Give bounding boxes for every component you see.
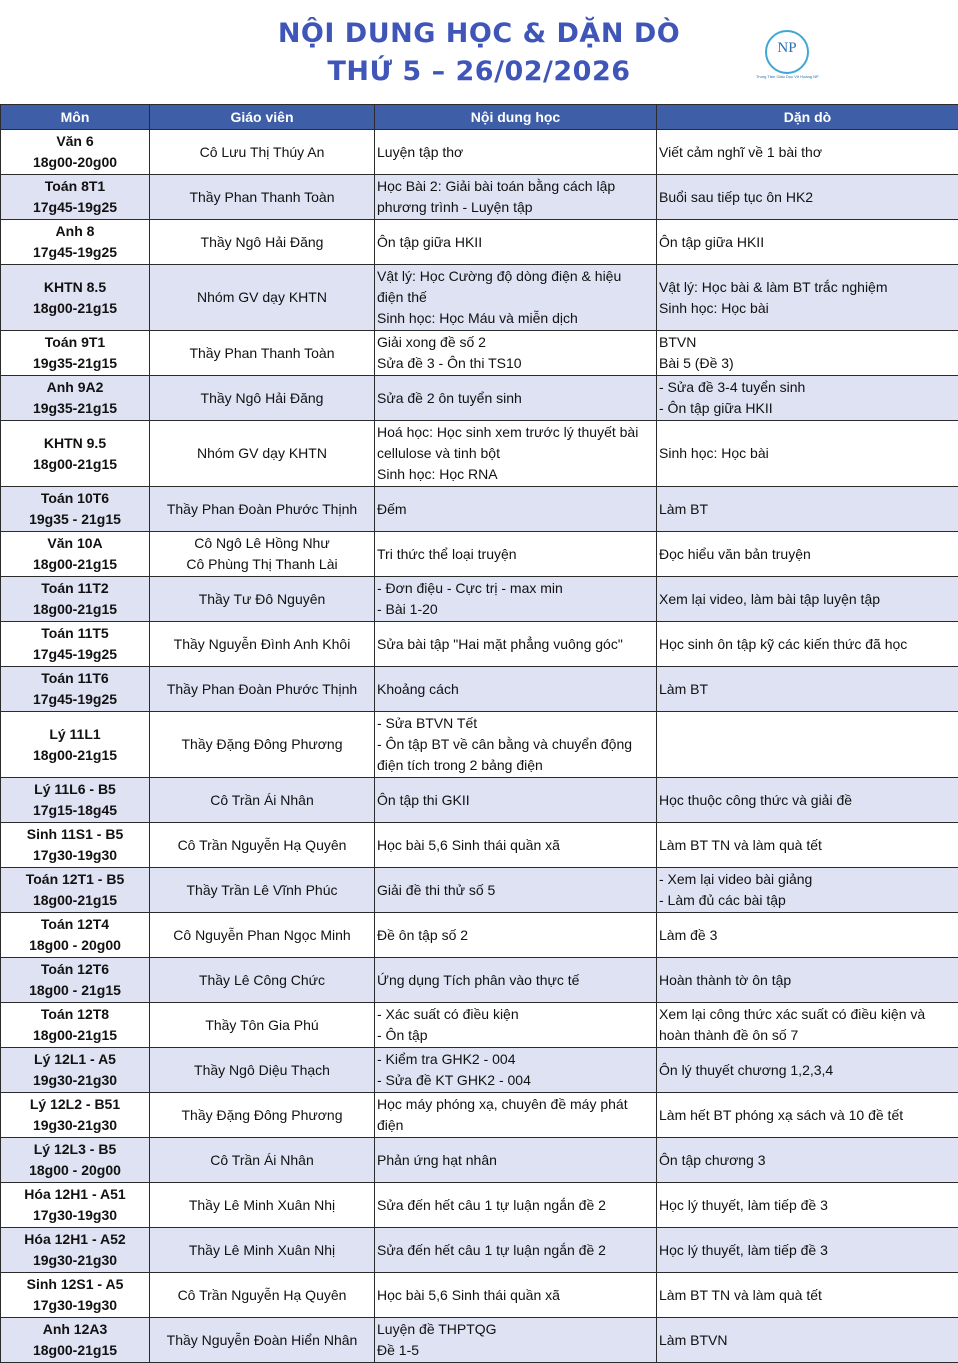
cell-teacher xyxy=(150,913,375,958)
cell-subject-line: Toán 12T6 xyxy=(3,959,147,980)
cell-subject-line: Sinh 11S1 - B5 xyxy=(3,824,147,845)
cell-subject-line: Toán 12T1 - B5 xyxy=(3,869,147,890)
table-row xyxy=(1,778,958,823)
cell-subject xyxy=(1,130,150,175)
cell-subject-line: Văn 6 xyxy=(3,131,147,152)
cell-content xyxy=(375,667,657,712)
cell-teacher-line: Thầy Phan Thanh Toàn xyxy=(152,343,372,364)
cell-content xyxy=(375,175,657,220)
cell-content xyxy=(375,913,657,958)
cell-subject-line: Toán 12T8 xyxy=(3,1004,147,1025)
cell-teacher xyxy=(150,265,375,331)
cell-subject-line: Toán 11T2 xyxy=(3,578,147,599)
table-row xyxy=(1,376,958,421)
cell-homework xyxy=(657,1138,958,1183)
table-row xyxy=(1,175,958,220)
cell-homework-line: Xem lại công thức xác suất có điều kiện và xyxy=(659,1004,956,1025)
cell-teacher xyxy=(150,712,375,778)
cell-subject-line: 17g45-19g25 xyxy=(3,197,147,218)
cell-homework xyxy=(657,331,958,376)
cell-homework xyxy=(657,421,958,487)
cell-content xyxy=(375,1273,657,1318)
cell-subject-line: Anh 8 xyxy=(3,221,147,242)
cell-content-line: Khoảng cách xyxy=(377,679,654,700)
table-row xyxy=(1,487,958,532)
cell-subject xyxy=(1,868,150,913)
cell-homework xyxy=(657,265,958,331)
cell-homework-line: Làm BT TN và làm quà tết xyxy=(659,835,956,856)
cell-subject xyxy=(1,958,150,1003)
cell-subject-line: 18g00-21g15 xyxy=(3,745,147,766)
cell-teacher xyxy=(150,532,375,577)
cell-subject-line: 17g30-19g30 xyxy=(3,845,147,866)
cell-teacher-line: Cô Trần Nguyễn Hạ Quyên xyxy=(152,1285,372,1306)
cell-teacher-line: Cô Trần Nguyễn Hạ Quyên xyxy=(152,835,372,856)
cell-content-line: Vật lý: Học Cường độ dòng điện & hiệu xyxy=(377,266,654,287)
cell-homework xyxy=(657,532,958,577)
cell-homework xyxy=(657,667,958,712)
cell-homework xyxy=(657,376,958,421)
cell-homework xyxy=(657,487,958,532)
cell-homework-line: Làm BT xyxy=(659,499,956,520)
cell-subject-line: Toán 12T4 xyxy=(3,914,147,935)
cell-content-line: - Ôn tập BT về cân bằng và chuyển động xyxy=(377,734,654,755)
cell-subject xyxy=(1,1183,150,1228)
cell-homework-line: Làm BT TN và làm quà tết xyxy=(659,1285,956,1306)
cell-subject-line: 18g00 - 21g15 xyxy=(3,980,147,1001)
table-row xyxy=(1,1318,958,1363)
cell-subject-line: Hóa 12H1 - A51 xyxy=(3,1184,147,1205)
cell-subject-line: 17g45-19g25 xyxy=(3,689,147,710)
logo-caption: Trung Tâm Giáo Dục Võ Hoàng NP xyxy=(756,74,818,79)
cell-teacher-line: Thầy Đặng Đông Phương xyxy=(152,734,372,755)
cell-teacher xyxy=(150,1318,375,1363)
cell-content xyxy=(375,1003,657,1048)
cell-content xyxy=(375,1228,657,1273)
np-logo xyxy=(756,28,818,84)
cell-homework xyxy=(657,778,958,823)
cell-teacher xyxy=(150,130,375,175)
cell-subject-line: 17g45-19g25 xyxy=(3,644,147,665)
cell-subject-line: Toán 11T6 xyxy=(3,668,147,689)
cell-content-line: - Kiểm tra GHK2 - 004 xyxy=(377,1049,654,1070)
cell-teacher-line: Thầy Tôn Gia Phú xyxy=(152,1015,372,1036)
cell-subject-line: 19g35-21g15 xyxy=(3,398,147,419)
cell-content-line: Học máy phóng xạ, chuyên đề máy phát xyxy=(377,1094,654,1115)
table-row xyxy=(1,1138,958,1183)
cell-homework xyxy=(657,1048,958,1093)
cell-content-line: - Bài 1-20 xyxy=(377,599,654,620)
cell-teacher-line: Thầy Phan Thanh Toàn xyxy=(152,187,372,208)
table-row xyxy=(1,1273,958,1318)
cell-teacher xyxy=(150,823,375,868)
cell-homework-line: Học lý thuyết, làm tiếp đề 3 xyxy=(659,1240,956,1261)
table-row xyxy=(1,1093,958,1138)
cell-teacher-line: Cô Trần Ái Nhân xyxy=(152,790,372,811)
cell-subject-line: Lý 12L2 - B51 xyxy=(3,1094,147,1115)
cell-subject-line: 18g00-21g15 xyxy=(3,1340,147,1361)
cell-homework-line: Ôn lý thuyết chương 1,2,3,4 xyxy=(659,1060,956,1081)
cell-content-line: - Xác suất có điều kiện xyxy=(377,1004,654,1025)
cell-homework xyxy=(657,622,958,667)
cell-homework-line: Ôn tập giữa HKII xyxy=(659,232,956,253)
cell-content xyxy=(375,1048,657,1093)
cell-subject-line: Toán 9T1 xyxy=(3,332,147,353)
cell-content-line: Sửa đề 3 - Ôn thi TS10 xyxy=(377,353,654,374)
logo-letters: NP xyxy=(756,40,818,57)
cell-subject xyxy=(1,1228,150,1273)
cell-content xyxy=(375,1093,657,1138)
cell-homework-line: Sinh học: Học bài xyxy=(659,443,956,464)
cell-subject xyxy=(1,532,150,577)
cell-teacher xyxy=(150,1138,375,1183)
cell-content-line: Sinh học: Học RNA xyxy=(377,464,654,485)
cell-homework-line: - Ôn tập giữa HKII xyxy=(659,398,956,419)
cell-content-line: Tri thức thể loại truyện xyxy=(377,544,654,565)
cell-teacher xyxy=(150,421,375,487)
cell-homework-line: BTVN xyxy=(659,332,956,353)
cell-content-line: điện xyxy=(377,1115,654,1136)
cell-homework xyxy=(657,130,958,175)
cell-content-line: - Đơn điệu - Cực trị - max min xyxy=(377,578,654,599)
cell-teacher-line: Thầy Phan Đoàn Phước Thịnh xyxy=(152,499,372,520)
cell-subject xyxy=(1,331,150,376)
cell-subject-line: 18g00 - 20g00 xyxy=(3,1160,147,1181)
cell-homework-line: - Sửa đề 3-4 tuyển sinh xyxy=(659,377,956,398)
cell-subject xyxy=(1,1138,150,1183)
cell-subject xyxy=(1,1273,150,1318)
cell-homework-line: - Làm đủ các bài tập xyxy=(659,890,956,911)
cell-subject-line: 19g30-21g30 xyxy=(3,1070,147,1091)
cell-teacher xyxy=(150,376,375,421)
cell-content-line: Sửa đến hết câu 1 tự luận ngắn đề 2 xyxy=(377,1195,654,1216)
cell-teacher xyxy=(150,1048,375,1093)
cell-content-line: Giải xong đề số 2 xyxy=(377,332,654,353)
cell-subject xyxy=(1,712,150,778)
cell-subject-line: 18g00-21g15 xyxy=(3,298,147,319)
cell-homework xyxy=(657,958,958,1003)
cell-teacher xyxy=(150,667,375,712)
cell-content xyxy=(375,265,657,331)
cell-subject-line: Hóa 12H1 - A52 xyxy=(3,1229,147,1250)
table-row xyxy=(1,1003,958,1048)
header-mon: Môn xyxy=(1,105,150,130)
cell-content-line: cellulose và tinh bột xyxy=(377,443,654,464)
table-row xyxy=(1,823,958,868)
cell-content-line: Sinh học: Học Máu và miễn dịch xyxy=(377,308,654,329)
cell-content-line: Hoá học: Học sinh xem trước lý thuyết bài xyxy=(377,422,654,443)
cell-subject-line: Sinh 12S1 - A5 xyxy=(3,1274,147,1295)
cell-content xyxy=(375,376,657,421)
cell-teacher xyxy=(150,958,375,1003)
cell-teacher xyxy=(150,1273,375,1318)
cell-teacher xyxy=(150,778,375,823)
cell-subject-line: Anh 12A3 xyxy=(3,1319,147,1340)
cell-homework-line: - Xem lại video bài giảng xyxy=(659,869,956,890)
cell-subject-line: 17g30-19g30 xyxy=(3,1205,147,1226)
cell-homework-line: Làm BT xyxy=(659,679,956,700)
cell-subject-line: Anh 9A2 xyxy=(3,377,147,398)
cell-homework xyxy=(657,1183,958,1228)
cell-content-line: Đề ôn tập số 2 xyxy=(377,925,654,946)
table-row xyxy=(1,265,958,331)
cell-content-line: điện thế xyxy=(377,287,654,308)
cell-homework xyxy=(657,1093,958,1138)
cell-content-line: Luyện tập thơ xyxy=(377,142,654,163)
page-date: THỨ 5 – 26/02/2026 xyxy=(0,56,958,87)
cell-content-line: Đếm xyxy=(377,499,654,520)
header-noi-dung: Nội dung học xyxy=(375,105,657,130)
cell-teacher-line: Cô Nguyễn Phan Ngọc Minh xyxy=(152,925,372,946)
cell-teacher-line: Thầy Trần Lê Vĩnh Phúc xyxy=(152,880,372,901)
cell-homework-line: Vật lý: Học bài & làm BT trắc nghiệm xyxy=(659,277,956,298)
cell-content-line: điện tích trong 2 bảng điện xyxy=(377,755,654,776)
cell-subject xyxy=(1,778,150,823)
cell-subject xyxy=(1,265,150,331)
table-row xyxy=(1,421,958,487)
cell-content-line: Học Bài 2: Giải bài toán bằng cách lập xyxy=(377,176,654,197)
cell-subject-line: KHTN 8.5 xyxy=(3,277,147,298)
cell-subject-line: 18g00-21g15 xyxy=(3,599,147,620)
cell-content-line: Sửa đến hết câu 1 tự luận ngắn đề 2 xyxy=(377,1240,654,1261)
table-row xyxy=(1,958,958,1003)
cell-subject-line: Lý 11L1 xyxy=(3,724,147,745)
cell-teacher-line: Cô Trần Ái Nhân xyxy=(152,1150,372,1171)
cell-homework-line: Học sinh ôn tập kỹ các kiến thức đã học xyxy=(659,634,956,655)
cell-subject xyxy=(1,421,150,487)
cell-subject-line: 19g35-21g15 xyxy=(3,353,147,374)
table-row xyxy=(1,667,958,712)
cell-subject-line: Lý 11L6 - B5 xyxy=(3,779,147,800)
cell-homework-line: Học thuộc công thức và giải đề xyxy=(659,790,956,811)
cell-teacher-line: Cô Phùng Thị Thanh Lài xyxy=(152,554,372,575)
cell-content xyxy=(375,958,657,1003)
cell-subject-line: 18g00 - 20g00 xyxy=(3,935,147,956)
cell-content xyxy=(375,868,657,913)
cell-homework xyxy=(657,1003,958,1048)
header-giao-vien: Giáo viên xyxy=(150,105,375,130)
cell-homework-line: Buổi sau tiếp tục ôn HK2 xyxy=(659,187,956,208)
cell-content-line: Luyện đề THPTQG xyxy=(377,1319,654,1340)
cell-subject-line: 19g30-21g30 xyxy=(3,1115,147,1136)
cell-subject-line: Văn 10A xyxy=(3,533,147,554)
cell-content-line: Sửa đề 2 ôn tuyển sinh xyxy=(377,388,654,409)
cell-content-line: Ôn tập giữa HKII xyxy=(377,232,654,253)
cell-content xyxy=(375,778,657,823)
table-row xyxy=(1,577,958,622)
cell-subject xyxy=(1,622,150,667)
table-row xyxy=(1,1048,958,1093)
cell-teacher xyxy=(150,1228,375,1273)
cell-homework xyxy=(657,175,958,220)
cell-content xyxy=(375,331,657,376)
header-dan-do: Dặn dò xyxy=(657,105,958,130)
cell-subject-line: 17g15-18g45 xyxy=(3,800,147,821)
table-row xyxy=(1,913,958,958)
cell-teacher-line: Thầy Đặng Đông Phương xyxy=(152,1105,372,1126)
cell-teacher xyxy=(150,487,375,532)
cell-subject xyxy=(1,175,150,220)
cell-subject-line: Lý 12L1 - A5 xyxy=(3,1049,147,1070)
cell-teacher-line: Thầy Ngô Hải Đăng xyxy=(152,388,372,409)
cell-homework xyxy=(657,220,958,265)
table-row xyxy=(1,130,958,175)
cell-teacher-line: Thầy Ngô Diệu Thạch xyxy=(152,1060,372,1081)
cell-teacher xyxy=(150,220,375,265)
cell-content xyxy=(375,130,657,175)
cell-subject-line: Lý 12L3 - B5 xyxy=(3,1139,147,1160)
cell-homework xyxy=(657,868,958,913)
cell-subject-line: 19g35 - 21g15 xyxy=(3,509,147,530)
cell-subject xyxy=(1,1003,150,1048)
cell-content xyxy=(375,622,657,667)
cell-content-line: - Sửa BTVN Tết xyxy=(377,713,654,734)
cell-homework xyxy=(657,823,958,868)
cell-homework-line: hoàn thành đề ôn số 7 xyxy=(659,1025,956,1046)
cell-content-line: - Sửa đề KT GHK2 - 004 xyxy=(377,1070,654,1091)
cell-homework xyxy=(657,1318,958,1363)
cell-subject-line: 18g00-21g15 xyxy=(3,890,147,911)
cell-subject-line: 18g00-21g15 xyxy=(3,554,147,575)
cell-subject xyxy=(1,913,150,958)
table-row xyxy=(1,532,958,577)
cell-homework-line: Làm đề 3 xyxy=(659,925,956,946)
cell-content-line: phương trình - Luyện tập xyxy=(377,197,654,218)
cell-content xyxy=(375,712,657,778)
cell-content-line: - Ôn tập xyxy=(377,1025,654,1046)
cell-content-line: Học bài 5,6 Sinh thái quần xã xyxy=(377,835,654,856)
table-row xyxy=(1,220,958,265)
cell-content-line: Ứng dụng Tích phân vào thực tế xyxy=(377,970,654,991)
cell-content xyxy=(375,487,657,532)
cell-subject-line: Toán 8T1 xyxy=(3,176,147,197)
cell-homework-line: Bài 5 (Đề 3) xyxy=(659,353,956,374)
table-row xyxy=(1,712,958,778)
cell-teacher xyxy=(150,1183,375,1228)
cell-subject-line: 19g30-21g30 xyxy=(3,1250,147,1271)
table-body xyxy=(1,130,958,1363)
table-row xyxy=(1,622,958,667)
cell-content xyxy=(375,220,657,265)
cell-teacher-line: Thầy Ngô Hải Đăng xyxy=(152,232,372,253)
cell-teacher-line: Thầy Nguyễn Đình Anh Khôi xyxy=(152,634,372,655)
schedule-table xyxy=(0,104,958,1363)
cell-subject-line: 18g00-21g15 xyxy=(3,454,147,475)
table-row xyxy=(1,331,958,376)
cell-subject xyxy=(1,577,150,622)
cell-content xyxy=(375,577,657,622)
page-header xyxy=(0,0,958,104)
cell-subject xyxy=(1,1318,150,1363)
cell-subject-line: KHTN 9.5 xyxy=(3,433,147,454)
cell-content xyxy=(375,1318,657,1363)
cell-homework xyxy=(657,1228,958,1273)
cell-subject-line: 18g00-21g15 xyxy=(3,1025,147,1046)
cell-content xyxy=(375,1183,657,1228)
cell-subject xyxy=(1,1048,150,1093)
cell-content-line: Học bài 5,6 Sinh thái quần xã xyxy=(377,1285,654,1306)
cell-teacher-line: Thầy Tư Đô Nguyên xyxy=(152,589,372,610)
cell-homework xyxy=(657,913,958,958)
cell-content xyxy=(375,532,657,577)
cell-content-line: Sửa bài tập "Hai mặt phẳng vuông góc" xyxy=(377,634,654,655)
cell-homework-line: Hoàn thành tờ ôn tập xyxy=(659,970,956,991)
cell-teacher xyxy=(150,1093,375,1138)
cell-subject-line: Toán 10T6 xyxy=(3,488,147,509)
table-row xyxy=(1,1183,958,1228)
cell-subject xyxy=(1,667,150,712)
table-row xyxy=(1,868,958,913)
cell-teacher-line: Cô Lưu Thị Thúy An xyxy=(152,142,372,163)
cell-teacher-line: Cô Ngô Lê Hồng Như xyxy=(152,533,372,554)
cell-homework-line: Học lý thuyết, làm tiếp đề 3 xyxy=(659,1195,956,1216)
cell-teacher-line: Thầy Lê Minh Xuân Nhị xyxy=(152,1240,372,1261)
page-title: NỘI DUNG HỌC & DẶN DÒ xyxy=(0,18,958,49)
cell-teacher xyxy=(150,868,375,913)
cell-teacher-line: Nhóm GV dạy KHTN xyxy=(152,443,372,464)
cell-homework-line: Đọc hiểu văn bản truyện xyxy=(659,544,956,565)
cell-content xyxy=(375,421,657,487)
cell-subject-line: Toán 11T5 xyxy=(3,623,147,644)
cell-teacher-line: Thầy Lê Công Chức xyxy=(152,970,372,991)
cell-homework-line: Sinh học: Học bài xyxy=(659,298,956,319)
cell-homework xyxy=(657,577,958,622)
cell-teacher xyxy=(150,1003,375,1048)
cell-subject-line: 17g45-19g25 xyxy=(3,242,147,263)
cell-subject xyxy=(1,220,150,265)
cell-subject-line: 17g30-19g30 xyxy=(3,1295,147,1316)
cell-subject xyxy=(1,487,150,532)
cell-content xyxy=(375,1138,657,1183)
cell-teacher xyxy=(150,577,375,622)
cell-subject-line: 18g00-20g00 xyxy=(3,152,147,173)
cell-teacher-line: Nhóm GV dạy KHTN xyxy=(152,287,372,308)
cell-subject xyxy=(1,823,150,868)
cell-homework-line: Viết cảm nghĩ về 1 bài thơ xyxy=(659,142,956,163)
cell-content-line: Giải đề thi thử số 5 xyxy=(377,880,654,901)
cell-teacher-line: Thầy Nguyễn Đoàn Hiển Nhân xyxy=(152,1330,372,1351)
cell-teacher-line: Thầy Lê Minh Xuân Nhị xyxy=(152,1195,372,1216)
cell-teacher xyxy=(150,175,375,220)
cell-homework-line: Làm hết BT phóng xạ sách và 10 đề tết xyxy=(659,1105,956,1126)
cell-content-line: Phản ứng hạt nhân xyxy=(377,1150,654,1171)
table-header-row xyxy=(1,105,958,130)
cell-content-line: Đề 1-5 xyxy=(377,1340,654,1361)
cell-teacher-line: Thầy Phan Đoàn Phước Thịnh xyxy=(152,679,372,700)
cell-homework xyxy=(657,712,958,778)
cell-content-line: Ôn tập thi GKII xyxy=(377,790,654,811)
cell-subject xyxy=(1,376,150,421)
cell-homework-line: Ôn tập chương 3 xyxy=(659,1150,956,1171)
cell-teacher xyxy=(150,622,375,667)
cell-homework-line: Làm BTVN xyxy=(659,1330,956,1351)
cell-teacher xyxy=(150,331,375,376)
cell-content xyxy=(375,823,657,868)
cell-homework-line: Xem lại video, làm bài tập luyện tập xyxy=(659,589,956,610)
cell-homework xyxy=(657,1273,958,1318)
table-row xyxy=(1,1228,958,1273)
cell-subject xyxy=(1,1093,150,1138)
